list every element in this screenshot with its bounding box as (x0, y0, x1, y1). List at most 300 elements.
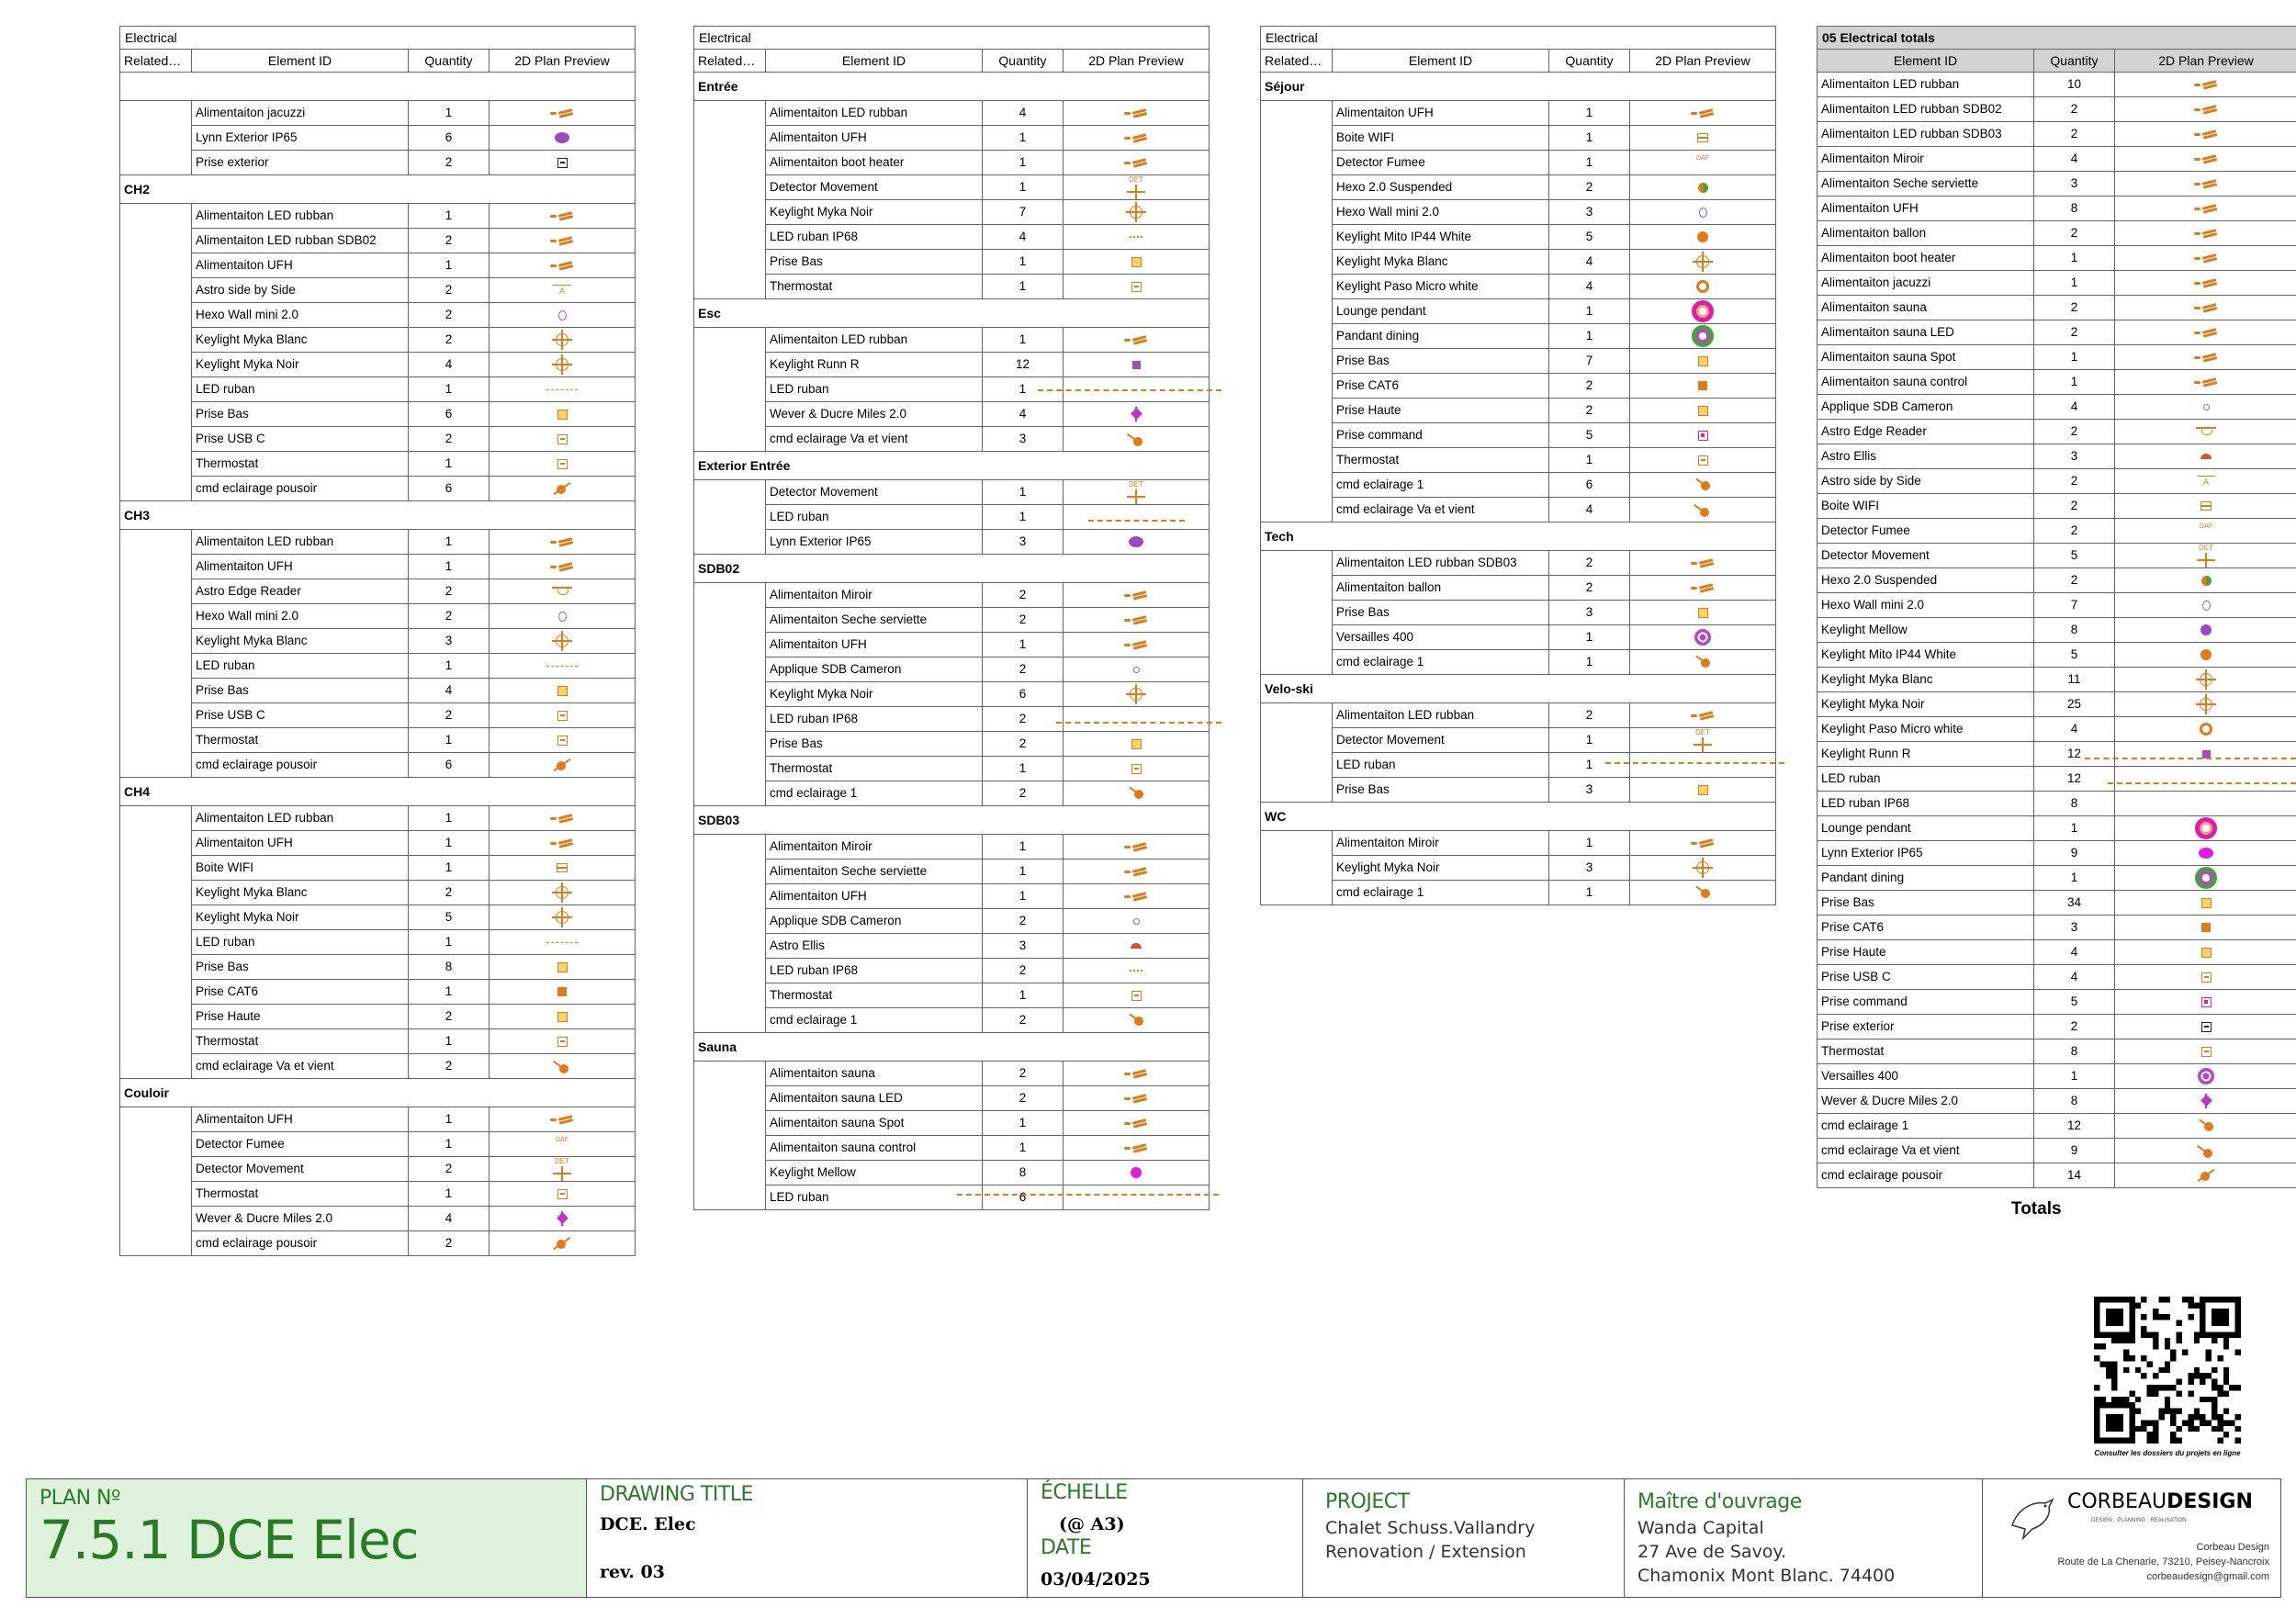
table-row[interactable] (192, 1029, 635, 1054)
table-row[interactable] (766, 427, 1209, 451)
quantity-cell: 1 (409, 728, 490, 752)
table-row[interactable] (766, 909, 1209, 934)
quantity-cell: 1 (409, 1107, 490, 1131)
table-row[interactable] (192, 629, 635, 654)
table-row[interactable] (192, 101, 635, 126)
schedule-title: Electrical (694, 27, 1209, 50)
quantity-cell: 12 (983, 353, 1064, 376)
quantity-cell: 1 (2034, 1064, 2115, 1088)
table-row[interactable] (1818, 1163, 2296, 1187)
table-row[interactable] (1818, 519, 2296, 544)
element-id-cell: Alimentaiton Seche serviette (766, 860, 983, 883)
group-rows (766, 583, 1209, 805)
preview-cell (2115, 990, 2296, 1014)
table-row[interactable] (766, 983, 1209, 1008)
table-row[interactable] (192, 1005, 635, 1029)
table-row[interactable] (1333, 650, 1775, 674)
preview-cell (2115, 1139, 2296, 1163)
table-row[interactable] (192, 278, 635, 303)
table-row[interactable] (192, 905, 635, 930)
preview-cell (2115, 296, 2296, 320)
element-id-cell: Detector Movement (1818, 544, 2034, 567)
table-row[interactable] (766, 682, 1209, 707)
table-row[interactable] (766, 835, 1209, 860)
table-row[interactable] (192, 753, 635, 777)
element-id-cell: Keylight Myka Blanc (1333, 250, 1549, 274)
astro-symbol-icon (552, 586, 572, 597)
element-id-cell: Thermostat (192, 728, 409, 752)
table-row[interactable] (192, 1157, 635, 1182)
table-row[interactable] (766, 200, 1209, 225)
quantity-cell: 1 (409, 204, 490, 228)
table-row[interactable] (1818, 544, 2296, 568)
table-row[interactable] (1333, 225, 1775, 250)
preview-cell (490, 703, 635, 727)
table-row[interactable] (192, 303, 635, 328)
preview-cell (1630, 703, 1775, 727)
table-row[interactable] (1818, 420, 2296, 444)
table-row[interactable] (1818, 469, 2296, 494)
cmd-symbol-icon (1129, 788, 1143, 799)
quantity-cell: 11 (2034, 668, 2115, 691)
box-y-symbol-icon (557, 1012, 568, 1022)
feed-symbol-icon (1124, 109, 1148, 117)
table-row[interactable] (1818, 1015, 2296, 1039)
table-row[interactable] (192, 477, 635, 500)
table-row[interactable] (766, 1111, 1209, 1136)
table-row[interactable] (766, 275, 1209, 298)
element-id-cell: Keylight Myka Blanc (1818, 668, 2034, 691)
table-row[interactable] (1333, 778, 1775, 802)
qr-code[interactable] (2094, 1297, 2241, 1444)
cmdx-symbol-icon (552, 481, 572, 496)
quantity-cell: 6 (409, 753, 490, 777)
table-row[interactable] (192, 151, 635, 174)
preview-cell (1630, 728, 1775, 752)
wever-symbol-icon (1131, 407, 1142, 421)
hexo-symbol-icon (558, 612, 567, 622)
table-row[interactable] (1818, 370, 2296, 395)
table-row[interactable] (192, 1182, 635, 1207)
table-row[interactable] (1818, 296, 2296, 320)
table-row[interactable] (766, 353, 1209, 377)
element-id-cell: Prise Bas (1333, 778, 1549, 802)
table-row[interactable] (1818, 568, 2296, 593)
element-id-cell: Alimentaiton ballon (1818, 221, 2034, 245)
table-row[interactable] (766, 608, 1209, 633)
preview-cell (2115, 1114, 2296, 1138)
table-row[interactable] (766, 657, 1209, 682)
table-row[interactable] (1818, 197, 2296, 221)
table-row[interactable] (192, 955, 635, 980)
box-symbol-icon (1131, 764, 1142, 774)
table-row[interactable] (1818, 73, 2296, 97)
table-row[interactable] (1333, 423, 1775, 448)
table-row[interactable] (1818, 742, 2296, 767)
table-row[interactable] (192, 579, 635, 604)
table-row[interactable] (1818, 1089, 2296, 1114)
preview-cell (490, 831, 635, 855)
quantity-cell: 2 (1549, 703, 1630, 727)
scale-value: (@ A3) (1059, 1514, 1125, 1534)
table-row[interactable] (192, 229, 635, 253)
table-row[interactable] (1333, 473, 1775, 498)
table-row[interactable] (192, 1054, 635, 1078)
group-body (120, 204, 635, 501)
element-id-cell: Thermostat (192, 1182, 409, 1206)
box-k-symbol-icon (557, 158, 568, 168)
element-id-cell: Wever & Ducre Miles 2.0 (1818, 1089, 2034, 1113)
preview-cell (490, 654, 635, 678)
preview-cell (1064, 101, 1209, 125)
table-row[interactable] (766, 328, 1209, 353)
table-row[interactable] (192, 328, 635, 353)
table-row[interactable] (1333, 349, 1775, 374)
table-row[interactable] (192, 679, 635, 703)
quantity-cell: 1 (983, 884, 1064, 908)
table-row[interactable] (766, 583, 1209, 608)
element-id-cell: cmd eclairage 1 (766, 1008, 983, 1032)
table-row[interactable] (766, 505, 1209, 530)
preview-cell (1064, 682, 1209, 706)
table-row[interactable] (1333, 576, 1775, 601)
quantity-cell: 8 (983, 1161, 1064, 1185)
element-id-cell: Prise Haute (192, 1005, 409, 1028)
table-row[interactable] (1333, 101, 1775, 126)
totals-header (1818, 50, 2296, 73)
element-id-cell: Thermostat (192, 1029, 409, 1053)
table-row[interactable] (766, 530, 1209, 554)
table-row[interactable] (192, 530, 635, 555)
ring-symbol-icon (2200, 723, 2212, 736)
group-title: SDB03 (694, 806, 1209, 835)
company-name-b: DESIGN (2167, 1490, 2253, 1513)
crow-logo-icon (2005, 1489, 2060, 1544)
element-id-cell: Thermostat (766, 757, 983, 781)
table-row[interactable] (766, 707, 1209, 732)
table-row[interactable] (1818, 792, 2296, 816)
element-id-cell: Pandant dining (1818, 866, 2034, 890)
table-row[interactable] (1818, 643, 2296, 668)
table-row[interactable] (1818, 866, 2296, 891)
table-row[interactable] (1818, 1139, 2296, 1163)
quantity-column-header: Quantity (409, 50, 490, 72)
hexo-symbol-icon (1699, 208, 1707, 218)
table-row[interactable] (1333, 831, 1775, 856)
element-id-cell: Keylight Runn R (766, 353, 983, 376)
table-row[interactable] (1333, 601, 1775, 625)
table-row[interactable] (192, 881, 635, 905)
cmdv-symbol-icon (1126, 432, 1146, 446)
table-row[interactable] (1333, 126, 1775, 151)
table-row[interactable] (192, 253, 635, 278)
table-row[interactable] (766, 1161, 1209, 1185)
quantity-cell: 4 (2034, 395, 2115, 419)
table-row[interactable] (192, 452, 635, 477)
table-row[interactable] (192, 703, 635, 728)
table-row[interactable] (192, 204, 635, 229)
table-row[interactable] (766, 126, 1209, 151)
quantity-cell: 4 (1549, 250, 1630, 274)
preview-cell (1064, 353, 1209, 376)
table-row[interactable] (766, 1136, 1209, 1161)
table-row[interactable] (766, 934, 1209, 959)
table-row[interactable] (192, 806, 635, 831)
table-row[interactable] (766, 151, 1209, 175)
table-row[interactable] (1818, 593, 2296, 618)
table-row[interactable] (1333, 399, 1775, 423)
table-row[interactable] (1333, 498, 1775, 522)
table-row[interactable] (1818, 816, 2296, 841)
preview-cell (2115, 1015, 2296, 1039)
table-row[interactable] (766, 959, 1209, 983)
table-row[interactable] (1818, 221, 2296, 246)
table-row[interactable] (1333, 374, 1775, 399)
table-row[interactable] (1818, 767, 2296, 792)
group-body (1261, 551, 1775, 675)
table-row[interactable] (1333, 856, 1775, 881)
table-row[interactable] (192, 856, 635, 881)
element-id-cell: Alimentaiton Seche serviette (1818, 172, 2034, 196)
quantity-cell: 1 (983, 505, 1064, 529)
table-row[interactable] (1818, 940, 2296, 965)
table-row[interactable] (1818, 1039, 2296, 1064)
cmd-symbol-icon (1695, 887, 1710, 898)
table-row[interactable] (766, 633, 1209, 657)
table-row[interactable] (1333, 753, 1775, 778)
table-row[interactable] (192, 402, 635, 427)
preview-cell (490, 679, 635, 702)
electrical-totals-schedule (1817, 26, 2296, 1188)
table-row[interactable] (192, 1231, 635, 1255)
preview-cell (490, 278, 635, 302)
table-row[interactable] (766, 860, 1209, 884)
related-cell (694, 480, 766, 554)
quantity-cell: 8 (2034, 1089, 2115, 1113)
table-row[interactable] (1818, 172, 2296, 197)
group-title: WC (1261, 803, 1775, 831)
group-body (694, 1062, 1209, 1209)
table-row[interactable] (192, 427, 635, 452)
feed-symbol-icon (2194, 329, 2218, 336)
preview-cell (490, 1005, 635, 1028)
table-row[interactable] (192, 126, 635, 151)
table-row[interactable] (1333, 275, 1775, 299)
table-row[interactable] (1333, 703, 1775, 728)
element-id-cell: Lounge pendant (1333, 299, 1549, 323)
feed-symbol-icon (1124, 1144, 1148, 1152)
table-row[interactable] (1818, 717, 2296, 742)
table-row[interactable] (1818, 320, 2296, 345)
preview-cell (490, 1054, 635, 1078)
quantity-cell: 2 (983, 781, 1064, 805)
table-row[interactable] (192, 980, 635, 1005)
table-row[interactable] (766, 250, 1209, 275)
wifi-symbol-icon (2200, 501, 2212, 511)
quantity-cell: 8 (2034, 1039, 2115, 1063)
quantity-cell: 2 (983, 657, 1064, 681)
table-row[interactable] (1818, 147, 2296, 172)
table-row[interactable] (1818, 965, 2296, 990)
element-id-cell: Prise exterior (1818, 1015, 2034, 1039)
table-row[interactable] (1818, 444, 2296, 469)
table-row[interactable] (1818, 97, 2296, 122)
related-cell (694, 835, 766, 1032)
table-row[interactable] (192, 604, 635, 629)
quantity-cell: 6 (409, 126, 490, 150)
table-row[interactable] (1818, 891, 2296, 916)
table-row[interactable] (192, 728, 635, 753)
table-row[interactable] (1333, 299, 1775, 324)
table-row[interactable] (192, 1207, 635, 1231)
side-text: A (2202, 477, 2209, 487)
table-row[interactable] (192, 654, 635, 679)
element-id-cell: Alimentaiton UFH (766, 126, 983, 150)
table-row[interactable] (766, 1086, 1209, 1111)
table-row[interactable] (766, 480, 1209, 505)
table-row[interactable] (766, 1062, 1209, 1086)
group-body (1261, 831, 1775, 905)
ring-symbol-icon (1696, 280, 1709, 293)
table-row[interactable] (1818, 1114, 2296, 1139)
qr-caption: Consulter les dossiers du projets en ligne (2094, 1449, 2241, 1457)
table-row[interactable] (1818, 345, 2296, 370)
target-symbol-icon (2200, 673, 2212, 686)
table-row[interactable] (1818, 122, 2296, 147)
element-id-cell: Versailles 400 (1333, 625, 1549, 649)
cmdx-symbol-icon (2196, 1168, 2216, 1183)
feed-symbol-icon (2194, 304, 2218, 311)
table-row[interactable] (1818, 668, 2296, 692)
table-row[interactable] (1333, 200, 1775, 225)
table-row[interactable] (766, 757, 1209, 781)
quantity-cell: 1 (1549, 753, 1630, 777)
preview-cell (1630, 881, 1775, 905)
preview-cell (2115, 816, 2296, 840)
table-row[interactable] (766, 225, 1209, 250)
feed-symbol-icon (550, 839, 574, 847)
preview-cell (490, 204, 635, 228)
element-id-cell: LED ruban IP68 (766, 707, 983, 731)
element-id-cell: LED ruban (766, 377, 983, 401)
table-row[interactable] (1333, 551, 1775, 576)
table-row[interactable] (1818, 990, 2296, 1015)
quantity-cell: 2 (409, 427, 490, 451)
led-strip-line (957, 1194, 1219, 1196)
table-row[interactable] (192, 555, 635, 579)
table-row[interactable] (766, 101, 1209, 126)
quantity-cell: 4 (409, 353, 490, 376)
feed-symbol-icon (2194, 81, 2218, 88)
company-tagline: DESIGN · PLANNING · REALISATION (2091, 1518, 2187, 1523)
feed-symbol-icon (1124, 336, 1148, 343)
project-line-1: Chalet Schuss.Vallandry (1325, 1518, 1536, 1538)
element-id-cell: Prise Bas (1333, 349, 1549, 373)
preview-cell (1064, 657, 1209, 681)
table-row[interactable] (192, 1132, 635, 1157)
quantity-cell: 3 (983, 530, 1064, 554)
element-id-cell: Hexo Wall mini 2.0 (1818, 593, 2034, 617)
mellow-symbol-icon (2200, 624, 2212, 635)
table-row[interactable] (766, 781, 1209, 805)
quantity-cell: 2 (409, 1054, 490, 1078)
table-row[interactable] (766, 732, 1209, 757)
table-row[interactable] (1818, 494, 2296, 519)
table-row[interactable] (1818, 841, 2296, 866)
table-row[interactable] (766, 1185, 1209, 1209)
table-row[interactable] (192, 353, 635, 377)
table-row[interactable] (1333, 250, 1775, 275)
table-row[interactable] (766, 402, 1209, 427)
quantity-cell: 5 (409, 905, 490, 929)
table-row[interactable] (766, 175, 1209, 200)
det-text: DET (1129, 175, 1143, 184)
quantity-cell: 8 (2034, 618, 2115, 642)
table-row[interactable] (1818, 692, 2296, 717)
group-rows (192, 101, 635, 174)
table-row[interactable] (1818, 1064, 2296, 1089)
wifi-symbol-icon (557, 863, 568, 872)
table-row[interactable] (1333, 175, 1775, 200)
element-id-cell: cmd eclairage 1 (1333, 881, 1549, 905)
table-row[interactable] (1333, 151, 1775, 175)
element-id-cell: Hexo 2.0 Suspended (1818, 568, 2034, 592)
feed-symbol-icon (1691, 839, 1715, 847)
table-row[interactable] (192, 930, 635, 955)
element-id-cell: Hexo Wall mini 2.0 (1333, 200, 1549, 224)
table-row[interactable] (766, 884, 1209, 909)
preview-cell (2115, 668, 2296, 691)
preview-cell (490, 353, 635, 376)
table-row[interactable] (1818, 395, 2296, 420)
table-row[interactable] (192, 1107, 635, 1132)
group-body (694, 583, 1209, 806)
table-row[interactable] (1333, 728, 1775, 753)
schedule-title: Electrical (120, 27, 635, 50)
table-row[interactable] (1333, 324, 1775, 349)
table-row[interactable] (1333, 881, 1775, 905)
group-rows (192, 204, 635, 500)
element-id-cell: Alimentaiton sauna Spot (766, 1111, 983, 1135)
element-id-column-header: Element ID (766, 50, 983, 72)
table-row[interactable] (192, 831, 635, 856)
company-email[interactable]: corbeaudesign@gmail.com (2146, 1571, 2269, 1582)
quantity-cell: 2 (2034, 320, 2115, 344)
table-row[interactable] (1333, 448, 1775, 473)
element-id-cell: Prise CAT6 (1818, 916, 2034, 939)
group-rows (192, 530, 635, 777)
ellis-symbol-icon (2200, 454, 2212, 459)
quantity-cell: 1 (1549, 448, 1630, 472)
table-row[interactable] (766, 1008, 1209, 1032)
daf-symbol-icon (1694, 155, 1712, 170)
table-row[interactable] (1333, 625, 1775, 650)
preview-cell (1064, 583, 1209, 607)
preview-cell (1064, 427, 1209, 451)
table-row[interactable] (1818, 916, 2296, 940)
totals-title: 05 Electrical totals (1818, 27, 2296, 50)
preview-cell (490, 253, 635, 277)
table-row[interactable] (1818, 246, 2296, 271)
element-id-cell: Detector Movement (766, 480, 983, 504)
quantity-cell: 4 (2034, 717, 2115, 741)
table-row[interactable] (1818, 618, 2296, 643)
feed-symbol-icon (550, 815, 574, 822)
preview-cell (490, 530, 635, 554)
quantity-cell: 12 (2034, 1114, 2115, 1138)
table-row[interactable] (1818, 271, 2296, 296)
table-row[interactable] (192, 377, 635, 402)
